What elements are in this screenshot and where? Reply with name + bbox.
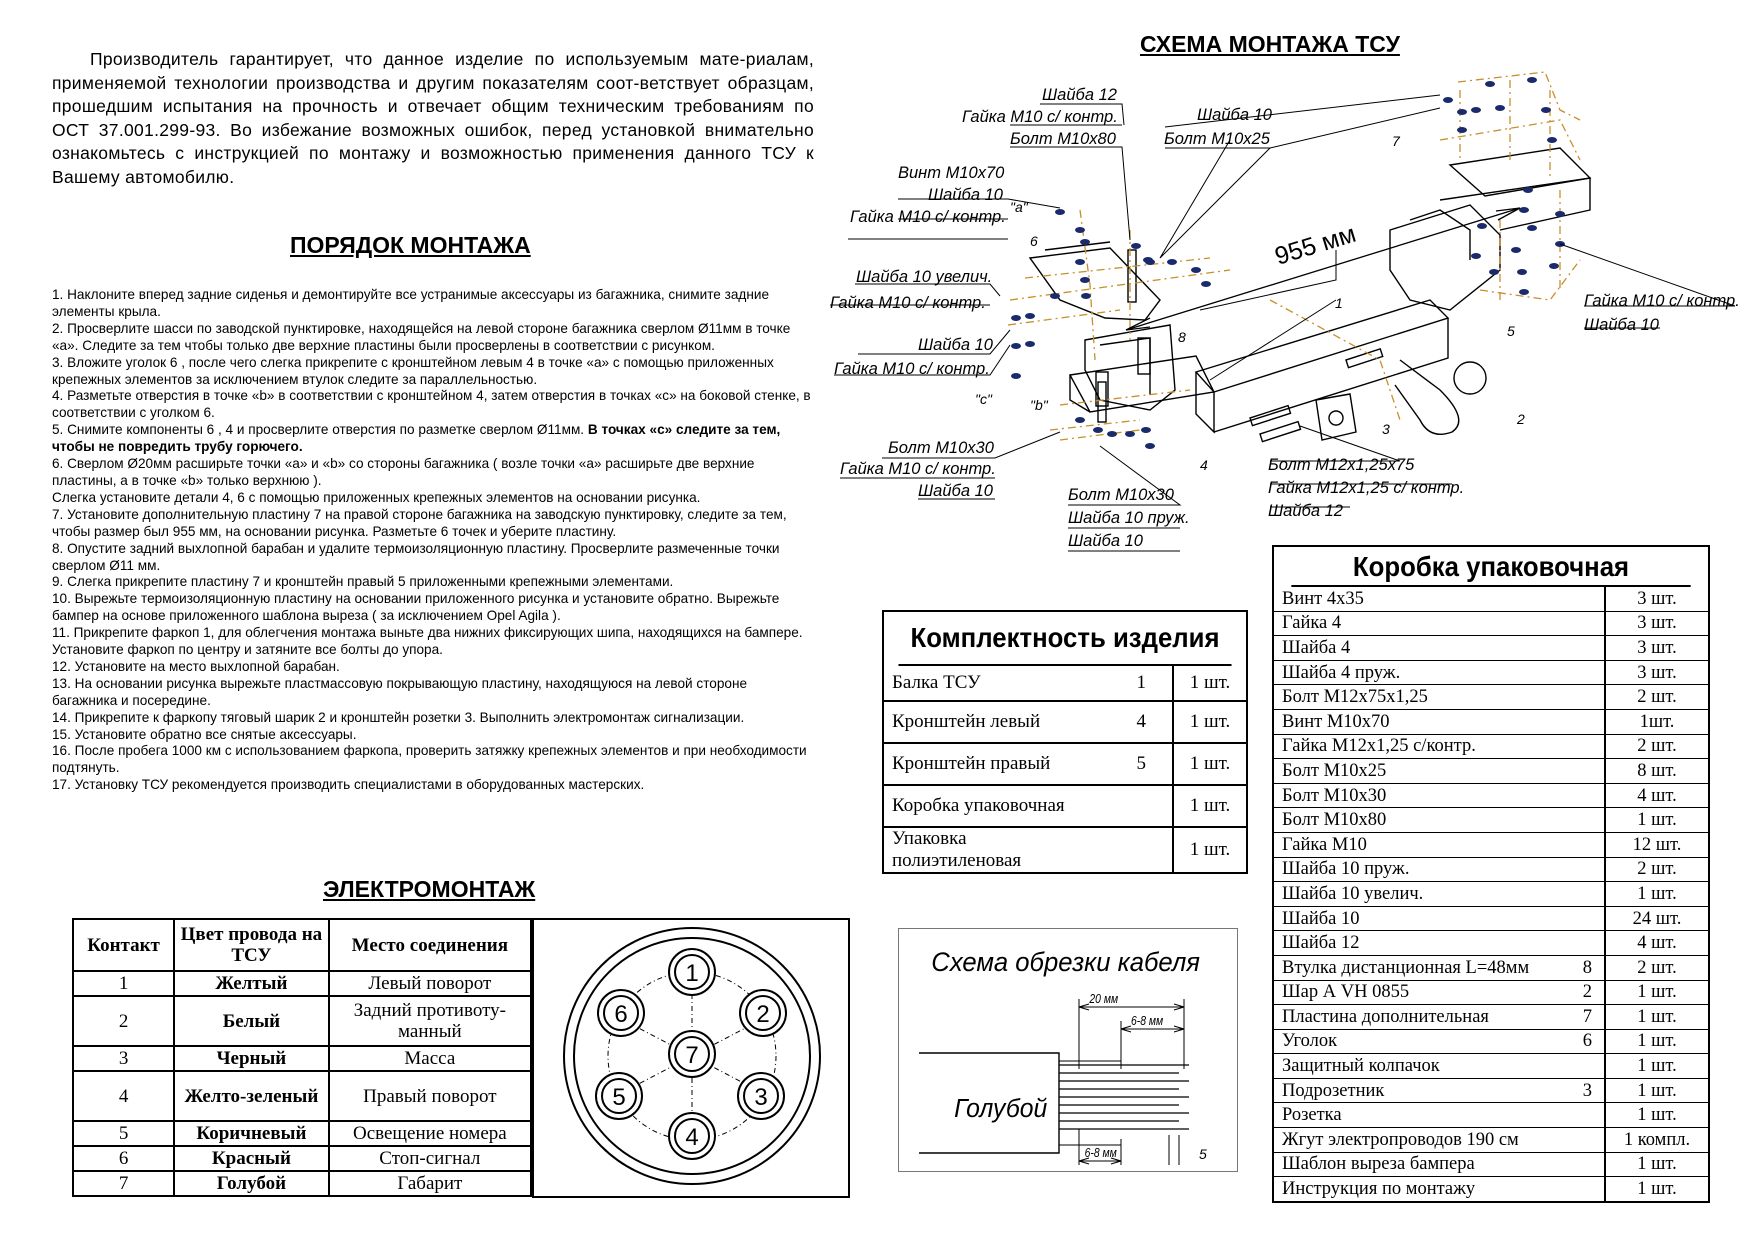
label-nut-m10: Гайка М10 с/ контр. [962, 108, 1118, 126]
table-row: Кронштейн левый 4 1 шт. [884, 701, 1246, 743]
pin-7: 7 [685, 1042, 699, 1069]
pin-1: 1 [685, 960, 699, 987]
table-row: Винт 4х35 3 шт. [1274, 587, 1708, 611]
part-3: 3 [1382, 421, 1390, 437]
table-row: 6 Красный Стоп-сигнал [73, 1146, 531, 1171]
label-washer10: Шайба 10 [928, 186, 1003, 204]
table-row: Шаблон выреза бампера 1 шт. [1274, 1152, 1708, 1177]
label-bolt-m10x30: Болт М10х30 [1068, 486, 1174, 504]
table-row: Шайба 4 3 шт. [1274, 636, 1708, 661]
table-row: Жгут электропроводов 190 см 1 компл. [1274, 1128, 1708, 1153]
table-row: Шайба 10 пруж. 2 шт. [1274, 857, 1708, 882]
table-row: Уголок 6 1 шт. [1274, 1029, 1708, 1054]
table-row: Инструкция по монтажу 1 шт. [1274, 1177, 1708, 1201]
pin-3: 3 [754, 1084, 768, 1111]
dim-20mm: 20 мм [1089, 991, 1119, 1007]
label-nut-m10: Гайка М10 с/ контр. [840, 460, 996, 478]
label-nut-m10: Гайка М10 с/ контр. [1584, 292, 1740, 310]
table-row: 3 Черный Масса [73, 1046, 531, 1071]
table-row: 1 Желтый Левый поворот [73, 971, 531, 996]
table-row: Гайка 4 3 шт. [1274, 611, 1708, 636]
packing-box-title: Коробка упаковочная [1291, 547, 1690, 587]
table-row: Винт М10х70 1шт. [1274, 709, 1708, 734]
point-b: "b" [1030, 397, 1048, 413]
table-row: 7 Голубой Габарит [73, 1171, 531, 1196]
elec-title: ЭЛЕКТРОМОНТАЖ [323, 876, 536, 902]
part-6: 6 [1030, 233, 1038, 249]
label-washer10: Шайба 10 [918, 336, 993, 354]
wiring-table [72, 918, 532, 1197]
table-row: Шар А VH 0855 2 1 шт. [1274, 980, 1708, 1005]
dim-5: 5 [1199, 1146, 1207, 1162]
label-washer10: Шайба 10 [1197, 106, 1272, 124]
table-row: Гайка М10 12 шт. [1274, 832, 1708, 857]
step: 17. Установку ТСУ рекомендуется производить специалистами в оборудованных мастерских. [52, 777, 645, 793]
step: 5. Снимите компоненты 6 , 4 и просверлите отверстия по разметке сверлом Ø11мм. В точках «с» следите за тем, чтобы не повредить трубу горючего. [52, 422, 781, 455]
point-a: "a" [1010, 199, 1028, 215]
completeness-table [882, 610, 1248, 874]
part-1: 1 [1335, 295, 1343, 311]
table-row: Втулка дистанционная L=48мм 8 2 шт. [1274, 955, 1708, 980]
step-warning: В точках «с» следите за тем, чтобы не повредить трубу горючего. [52, 422, 781, 455]
pin-2: 2 [756, 1001, 770, 1028]
label-nut-m12: Гайка М12х1,25 с/ контр. [1268, 479, 1465, 497]
table-row: Упаковка полиэтиленовая 1 шт. [884, 827, 1246, 872]
pin-5: 5 [612, 1084, 626, 1111]
label-screw-m10x70: Винт М10х70 [898, 164, 1005, 182]
label-bolt-m10x30: Болт М10х30 [888, 439, 994, 457]
table-row: Болт М10х25 8 шт. [1274, 759, 1708, 784]
label-washer10: Шайба 10 [918, 482, 993, 500]
table-row: Шайба 4 пруж. 3 шт. [1274, 660, 1708, 685]
socket-pinout [532, 918, 850, 1198]
label-washer10-spring: Шайба 10 пруж. [1068, 509, 1190, 527]
dim-6-8mm: 6-8 мм [1084, 1145, 1117, 1161]
bracket-right [1390, 205, 1500, 310]
completeness-title: Комплектность изделия [898, 612, 1231, 666]
table-row: Пластина дополнительная 7 1 шт. [1274, 1005, 1708, 1030]
part-7: 7 [1392, 133, 1400, 149]
step: 6. Сверлом Ø20мм расширьте точки «а» и «b» со стороны багажника ( возле точки «а» расширьте две верхние пластины, а в точке «b» только верхнюю ). [52, 456, 755, 488]
step: 2. Просверлите шасси по заводской пунктировке, находящейся на левой стороне багажника сверлом Ø11мм в точке «а». Следите за тем чтобы только две верхние пластины были просверлены в соответствии с рисунком. [52, 320, 791, 353]
step: 4. Разметьте отверстия в точке «b» в соответствии с кронштейном 4, затем отверстия в точках «с» на боковой стенке, в соответствии с уголком 6. [52, 388, 811, 421]
fasteners-right [1250, 349, 1383, 442]
table-row: 4 Желто-зеленый Правый поворот [73, 1071, 531, 1121]
table-row: Шайба 10 увелич. 1 шт. [1274, 882, 1708, 907]
step: 8. Опустите задний выхлопной барабан и удалите термоизоляционную пластину. Просверлите размеченные точки сверлом Ø11 мм. [52, 540, 780, 573]
tow-ball [1454, 362, 1486, 394]
step: 7. Установите дополнительную пластину 7 на правой стороне багажника на заводскую пунктировку, следите за тем, чтобы размер был 955 мм, на основании рисунка. Разметьте 6 точек и уберите пластину. [52, 506, 787, 539]
step: 12. Установите на место выхлопной барабан. [52, 658, 340, 674]
part-5: 5 [1507, 323, 1515, 339]
header-color: Цвет провода на ТСУ [174, 919, 329, 971]
header-connection: Место соединения [329, 919, 531, 971]
socket-bracket [1316, 394, 1356, 440]
table-row: Подрозетник 3 1 шт. [1274, 1078, 1708, 1103]
table-row: Кронштейн правый 5 1 шт. [884, 743, 1246, 785]
warranty-text: Производитель гарантирует, что данное изделие по используемым мате-риалам, применяемой технологии производства и другим показателям соот-ветствует образцам, прошедшим испытания на прочность и отвечает общим техническим требованиям по ОСТ 37.001.299-93. Во избежание возможных ошибок, перед установкой внимательно ознакомьтесь с инструкцией по монтажу и возможностью применения данного ТСУ к Вашему автомобилю. [52, 49, 814, 187]
part-8: 8 [1178, 329, 1186, 345]
dimension-955 [1126, 208, 1520, 330]
part-2: 2 [1517, 411, 1525, 427]
label-washer10-wide: Шайба 10 увелич. [856, 268, 993, 286]
order-title: ПОРЯДОК МОНТАЖА [290, 232, 531, 258]
table-row: Защитный колпачок 1 шт. [1274, 1054, 1708, 1079]
dimension-label: 955 мм [1271, 219, 1360, 271]
table-row: Болт М10х80 1 шт. [1274, 808, 1708, 833]
step: 11. Прикрепите фаркоп 1, для облегчения монтажа выньте два нижних фиксирующих шипа, находящихся на бампере. Установите фаркоп по центру и затяните все болты до упора. [52, 625, 803, 658]
table-row: 2 Белый Задний противоту-манный [73, 996, 531, 1046]
part-4: 4 [1200, 457, 1208, 473]
table-row: Болт М12х75х1,25 2 шт. [1274, 685, 1708, 710]
step: 15. Установите обратно все снятые аксессуары. [52, 726, 357, 742]
label-nut-m10: Гайка М10 с/ контр. [830, 294, 986, 312]
towbar-beam [1196, 300, 1448, 392]
label-nut-m10: Гайка М10 с/ контр. [834, 360, 990, 378]
point-c: "c" [975, 391, 992, 407]
step: 9. Слегка прикрепите пластину 7 и кронштейн правый 5 приложенными крепежными элементами. [52, 574, 674, 590]
label-bolt-m12: Болт М12х1,25х75 [1268, 456, 1415, 474]
step: Слегка установите детали 4, 6 с помощью приложенных крепежных элементов на основании рисунка. [52, 489, 701, 505]
table-row: Гайка М12х1,25 с/контр. 2 шт. [1274, 734, 1708, 759]
label-washer12: Шайба 12 [1042, 86, 1117, 104]
spacer-8 [1138, 338, 1150, 374]
label-washer10: Шайба 10 [1584, 316, 1659, 334]
angle-6 [1030, 248, 1160, 320]
packing-box-table [1272, 545, 1710, 1203]
cable-title: Схема обрезки кабеля [931, 946, 1201, 978]
table-row: Болт М10х30 4 шт. [1274, 783, 1708, 808]
dim-6-8mm: 6-8 мм [1131, 1013, 1164, 1029]
label-washer10: Шайба 10 [1068, 532, 1143, 550]
pin-4: 4 [685, 1124, 699, 1151]
header-contact: Контакт [73, 919, 174, 971]
table-header [73, 919, 531, 971]
step: 14. Прикрепите к фаркопу тяговый шарик 2 и кронштейн розетки 3. Выполнить электромонтаж сигнализации. [52, 709, 745, 725]
pin-6: 6 [614, 1001, 628, 1028]
cable-cut-scheme [898, 928, 1238, 1172]
step: 16. После пробега 1000 км с использованием фаркопа, проверить затяжку крепежных элементов и при необходимости подтянуть. [52, 743, 807, 776]
label-nut-m10: Гайка М10 с/ контр. [850, 208, 1006, 226]
schema-title: СХЕМА МОНТАЖА ТСУ [1140, 31, 1400, 57]
table-row: Балка ТСУ 1 1 шт. [884, 666, 1246, 701]
label-washer12: Шайба 12 [1268, 502, 1343, 520]
step: 1. Наклоните вперед задние сиденья и демонтируйте все устранимые аксессуары из багажника, снимите задние элементы крыла. [52, 287, 770, 319]
label-bolt-m10x25: Болт М10х25 [1164, 130, 1270, 148]
step: 3. Вложите уголок 6 , после чего слегка прикрепите с кронштейном левым 4 в точке «а» с помощью приложенных крепежных элементов за исключением втулок следите за параллельностью. [52, 354, 774, 387]
table-row: 5 Коричневый Освещение номера [73, 1121, 531, 1146]
label-bolt-m10x80: Болт М10х80 [1010, 130, 1116, 148]
table-row: Коробка упаковочная 1 шт. [884, 785, 1246, 827]
cable-color: Голубой [954, 1094, 1048, 1124]
table-row: Шайба 10 24 шт. [1274, 906, 1708, 931]
table-row: Шайба 12 4 шт. [1274, 931, 1708, 956]
table-row: Розетка 1 шт. [1274, 1103, 1708, 1128]
step: 10. Вырежьте термоизоляционную пластину на основании приложенного рисунка и установите обратно. Вырежьте бампер на основе приложенного шаблона выреза ( за исключением Opel Agila ). [52, 591, 780, 624]
step: 13. На основании рисунка вырежьте пластмассовую покрывающую пластину, находящуюся на левой стороне багажника и посередине. [52, 675, 748, 708]
